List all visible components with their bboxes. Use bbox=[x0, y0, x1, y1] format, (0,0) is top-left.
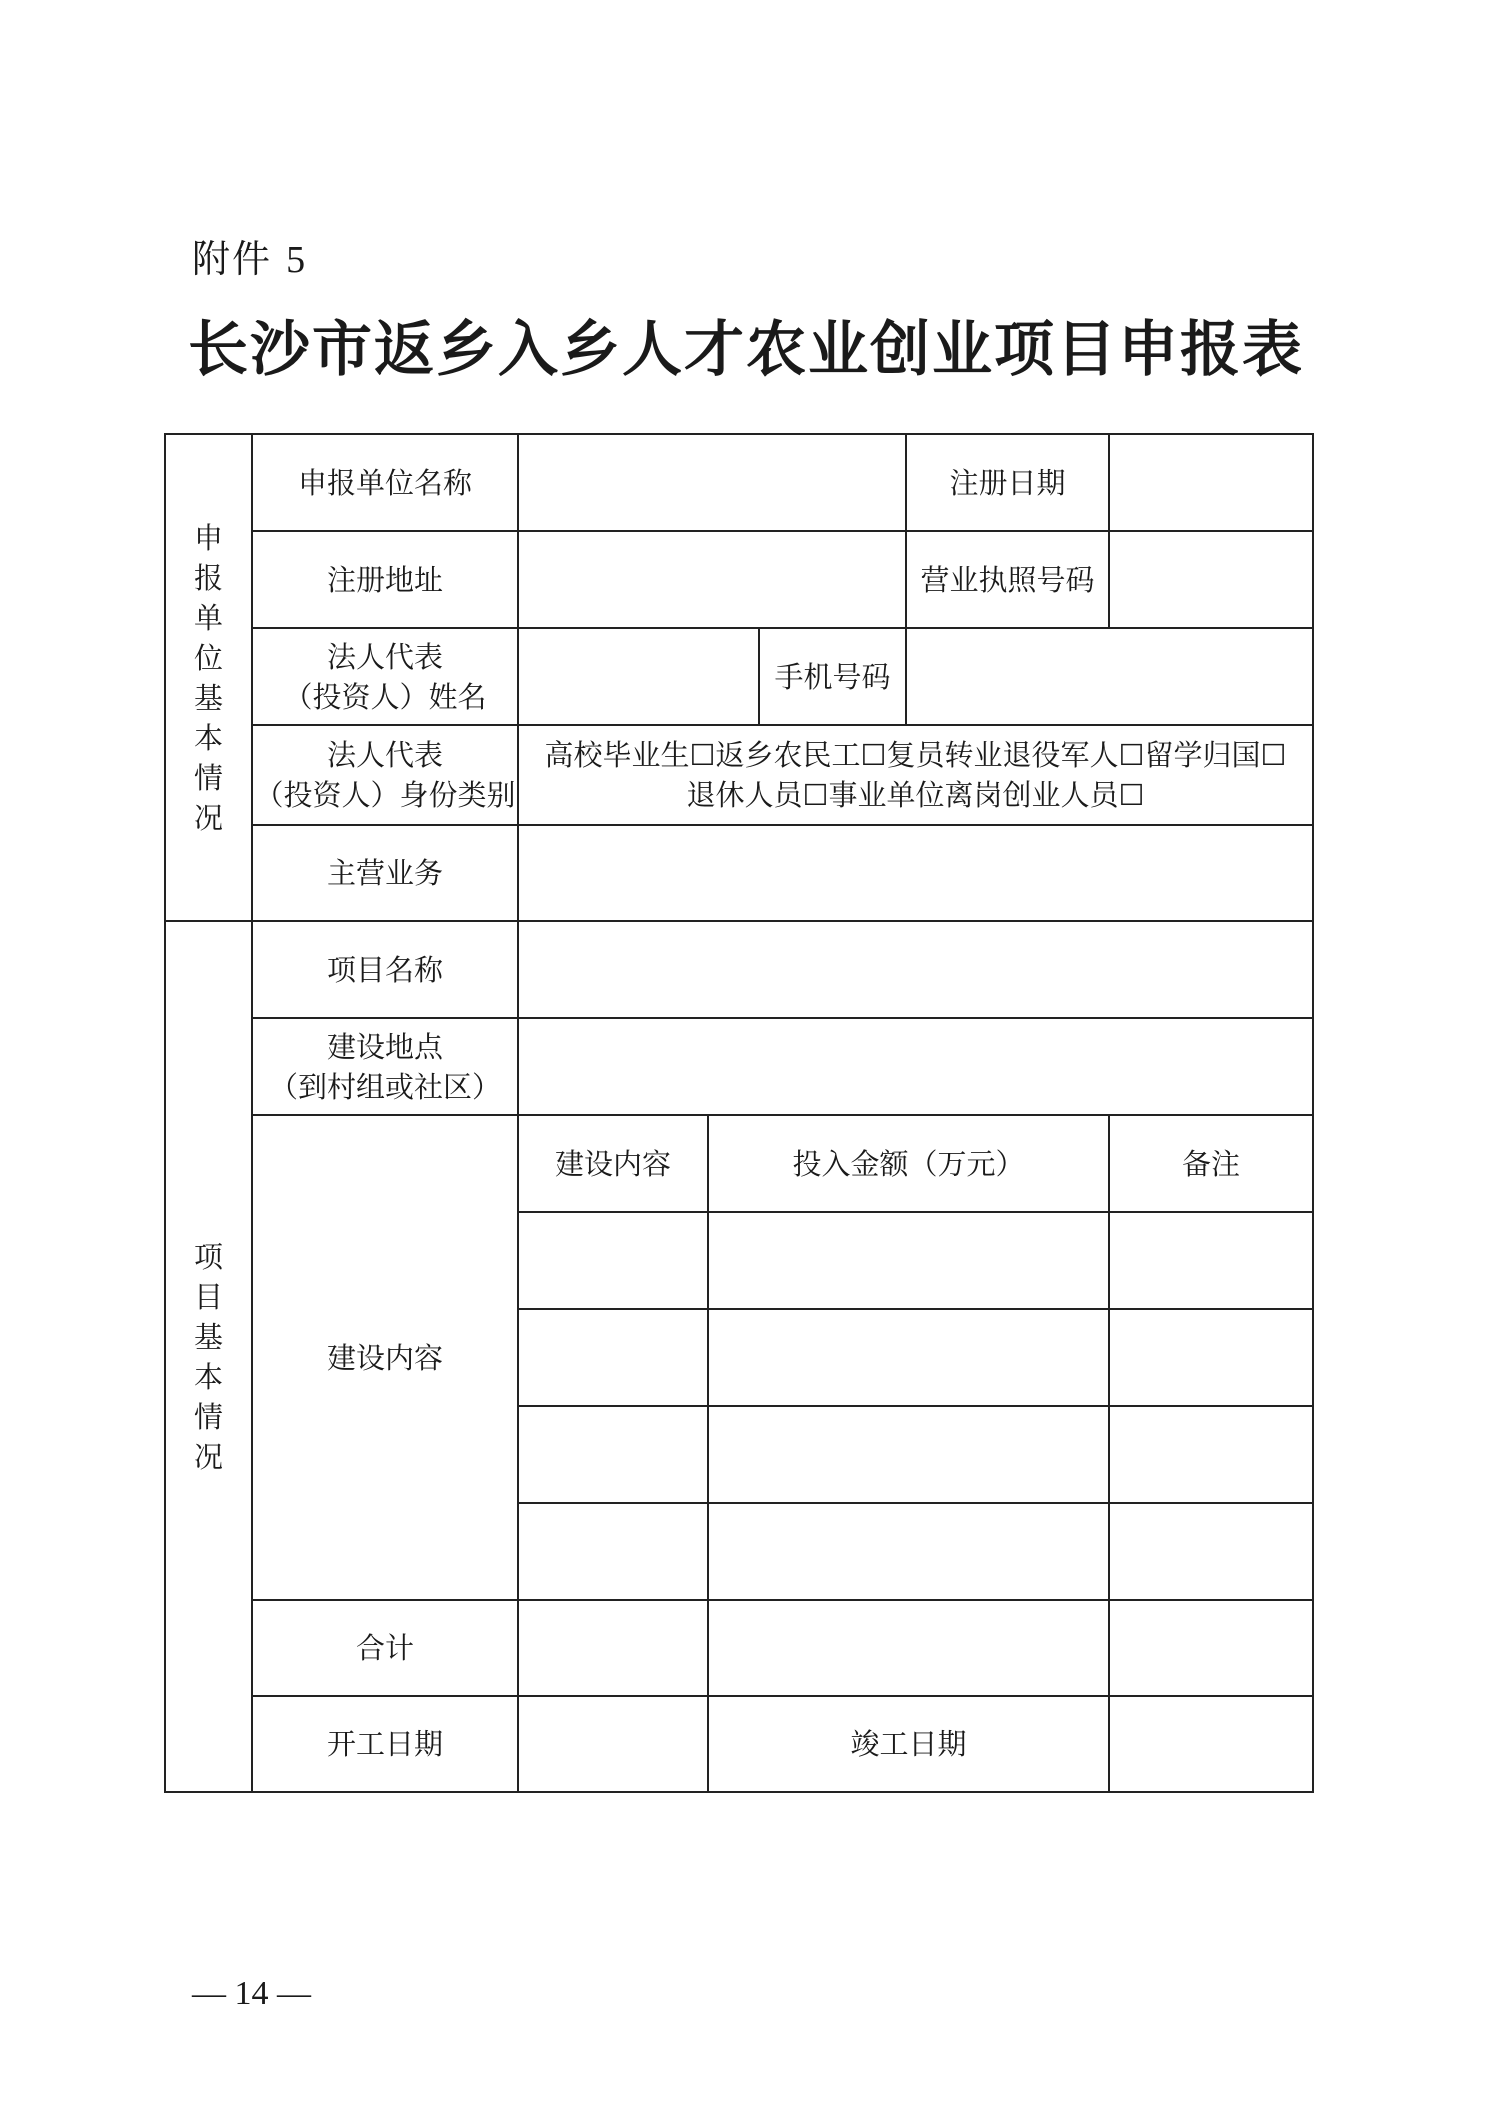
phone-label: 手机号码 bbox=[759, 628, 906, 725]
attachment-label bbox=[192, 228, 307, 283]
content-row-4-content[interactable] bbox=[518, 1503, 708, 1600]
form-title: 长沙市返乡入乡人才农业创业项目申报表 bbox=[188, 315, 1304, 385]
reg-address-label: 注册地址 bbox=[252, 531, 518, 628]
section-project-info-label: 项目基本情况 bbox=[165, 921, 252, 1792]
legal-rep-name-label-line1: 法人代表 bbox=[326, 639, 443, 674]
identity-options-line1[interactable]: 高校毕业生☐返乡农民工☐复员转业退役军人☐留学归国☐ bbox=[544, 738, 1287, 772]
location-field[interactable] bbox=[518, 1018, 1313, 1115]
col-header-remark: 备注 bbox=[1109, 1115, 1313, 1212]
total-remark-field[interactable] bbox=[1109, 1600, 1313, 1696]
content-row-1-amount[interactable] bbox=[708, 1212, 1109, 1309]
end-date-label: 竣工日期 bbox=[708, 1696, 1109, 1792]
content-row-1-remark[interactable] bbox=[1109, 1212, 1313, 1309]
main-business-field[interactable] bbox=[518, 825, 1313, 921]
legal-rep-type-label-line1: 法人代表 bbox=[326, 738, 443, 772]
license-no-label: 营业执照号码 bbox=[906, 531, 1109, 628]
content-row-2-amount[interactable] bbox=[708, 1309, 1109, 1406]
content-row-3-amount[interactable] bbox=[708, 1406, 1109, 1503]
total-label: 合计 bbox=[252, 1600, 518, 1696]
col-header-content: 建设内容 bbox=[518, 1115, 708, 1212]
unit-name-field[interactable] bbox=[518, 434, 906, 531]
project-name-label: 项目名称 bbox=[252, 921, 518, 1018]
content-row-2-content[interactable] bbox=[518, 1309, 708, 1406]
content-row-2-remark[interactable] bbox=[1109, 1309, 1313, 1406]
project-name-field[interactable] bbox=[518, 921, 1313, 1018]
legal-rep-name-field[interactable] bbox=[518, 628, 759, 725]
reg-date-label: 注册日期 bbox=[906, 434, 1109, 531]
section-applicant-info-label: 申报单位基本情况 bbox=[165, 434, 252, 921]
content-row-4-remark[interactable] bbox=[1109, 1503, 1313, 1600]
location-label-line2: （到村组或社区） bbox=[268, 1069, 501, 1104]
legal-rep-name-label bbox=[252, 628, 518, 725]
identity-options[interactable] bbox=[518, 725, 1313, 825]
start-date-field[interactable] bbox=[518, 1696, 708, 1792]
application-form-table bbox=[164, 433, 1314, 1793]
content-row-4-amount[interactable] bbox=[708, 1503, 1109, 1600]
content-row-1-content[interactable] bbox=[518, 1212, 708, 1309]
attachment-number: 5 bbox=[286, 239, 308, 281]
unit-name-label: 申报单位名称 bbox=[252, 434, 518, 531]
page-number: — 14 — bbox=[192, 1975, 311, 2012]
attachment-label-text: 附件 bbox=[192, 237, 273, 281]
end-date-field[interactable] bbox=[1109, 1696, 1313, 1792]
legal-rep-type-label bbox=[252, 725, 518, 825]
reg-address-field[interactable] bbox=[518, 531, 906, 628]
location-label bbox=[252, 1018, 518, 1115]
legal-rep-name-label-line2: （投资人）姓名 bbox=[283, 679, 487, 714]
legal-rep-type-label-line2: （投资人）身份类别 bbox=[254, 778, 516, 812]
reg-date-field[interactable] bbox=[1109, 434, 1313, 531]
content-row-3-content[interactable] bbox=[518, 1406, 708, 1503]
col-header-amount: 投入金额（万元） bbox=[708, 1115, 1109, 1212]
location-label-line1: 建设地点 bbox=[326, 1029, 443, 1064]
total-amount-field[interactable] bbox=[708, 1600, 1109, 1696]
phone-field[interactable] bbox=[906, 628, 1313, 725]
main-business-label: 主营业务 bbox=[252, 825, 518, 921]
content-label: 建设内容 bbox=[252, 1115, 518, 1600]
license-no-field[interactable] bbox=[1109, 531, 1313, 628]
total-content-field[interactable] bbox=[518, 1600, 708, 1696]
start-date-label: 开工日期 bbox=[252, 1696, 518, 1792]
identity-options-line2[interactable]: 退休人员☐事业单位离岗创业人员☐ bbox=[686, 778, 1145, 812]
content-row-3-remark[interactable] bbox=[1109, 1406, 1313, 1503]
